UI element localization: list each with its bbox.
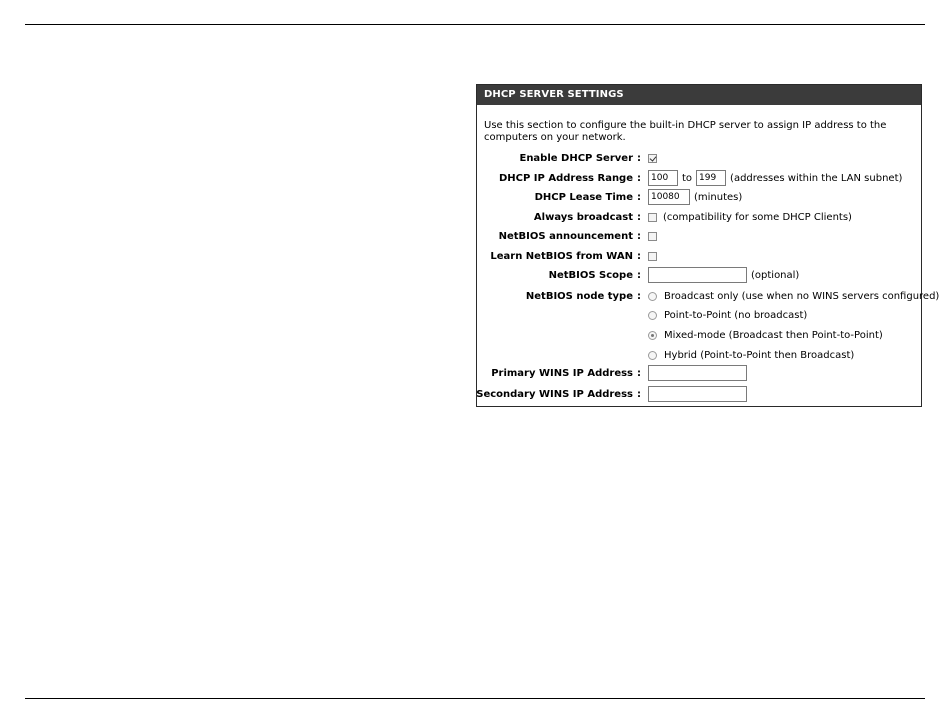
colon: : [637, 367, 641, 379]
ip-range-start-input[interactable]: 100 [648, 170, 678, 186]
always-broadcast-note: (compatibility for some DHCP Clients) [663, 211, 852, 223]
row-node-type-hybrid [477, 346, 921, 364]
row-netbios-scope [477, 266, 921, 284]
primary-wins-label: Primary WINS IP Address [491, 367, 633, 379]
row-secondary-wins [477, 385, 921, 403]
learn-netbios-label: Learn NetBIOS from WAN [490, 250, 633, 262]
top-rule [25, 24, 925, 25]
netbios-announcement-label: NetBIOS announcement [498, 230, 633, 242]
node-type-p2p-label: Point-to-Point (no broadcast) [664, 309, 808, 321]
colon: : [637, 388, 641, 400]
row-enable-dhcp [477, 149, 921, 167]
lease-time-label: DHCP Lease Time [534, 191, 633, 203]
colon: : [637, 152, 641, 164]
enable-dhcp-checkbox[interactable] [648, 154, 657, 163]
colon: : [637, 290, 641, 302]
netbios-node-type-label: NetBIOS node type [525, 290, 633, 302]
node-type-broadcast-radio[interactable] [648, 292, 657, 301]
always-broadcast-checkbox[interactable] [648, 213, 657, 222]
ip-range-label: DHCP IP Address Range [498, 172, 633, 184]
colon: : [637, 211, 641, 223]
row-primary-wins [477, 364, 921, 382]
row-node-type-p2p [477, 306, 921, 324]
netbios-announcement-checkbox[interactable] [648, 232, 657, 241]
colon: : [637, 269, 641, 281]
colon: : [637, 191, 641, 203]
netbios-scope-note: (optional) [751, 269, 800, 281]
node-type-hybrid-radio[interactable] [648, 351, 657, 360]
node-type-hybrid-label: Hybrid (Point-to-Point then Broadcast) [664, 349, 855, 361]
colon: : [637, 172, 641, 184]
secondary-wins-input[interactable] [648, 386, 747, 402]
lease-time-input[interactable]: 10080 [648, 189, 690, 205]
always-broadcast-label: Always broadcast [533, 211, 633, 223]
colon: : [637, 230, 641, 242]
row-node-type-mixed [477, 326, 921, 344]
node-type-mixed-radio[interactable] [648, 331, 657, 340]
panel-title: DHCP SERVER SETTINGS [477, 85, 921, 105]
enable-dhcp-label: Enable DHCP Server [519, 152, 633, 164]
row-always-broadcast [477, 208, 921, 226]
node-type-mixed-label: Mixed-mode (Broadcast then Point-to-Point) [664, 329, 883, 341]
ip-range-to-label: to [682, 172, 693, 184]
row-lease-time [477, 188, 921, 206]
lease-time-unit: (minutes) [694, 191, 743, 203]
dhcp-server-settings-panel [476, 84, 940, 407]
netbios-scope-label: NetBIOS Scope [548, 269, 633, 281]
secondary-wins-label: Secondary WINS IP Address [476, 388, 633, 400]
bottom-rule [25, 698, 925, 699]
netbios-scope-input[interactable] [648, 267, 747, 283]
section-description: Use this section to configure the built-in DHCP server to assign IP address to the computers on your network. [484, 120, 887, 143]
row-netbios-node-type [477, 287, 940, 305]
node-type-p2p-radio[interactable] [648, 311, 657, 320]
ip-range-end-input[interactable]: 199 [696, 170, 726, 186]
row-ip-range [477, 169, 921, 187]
learn-netbios-checkbox[interactable] [648, 252, 657, 261]
colon: : [637, 250, 641, 262]
primary-wins-input[interactable] [648, 365, 747, 381]
node-type-broadcast-label: Broadcast only (use when no WINS servers configured) [664, 290, 940, 302]
row-learn-netbios [477, 247, 921, 265]
row-netbios-announcement [477, 227, 921, 245]
ip-range-note: (addresses within the LAN subnet) [730, 172, 903, 184]
